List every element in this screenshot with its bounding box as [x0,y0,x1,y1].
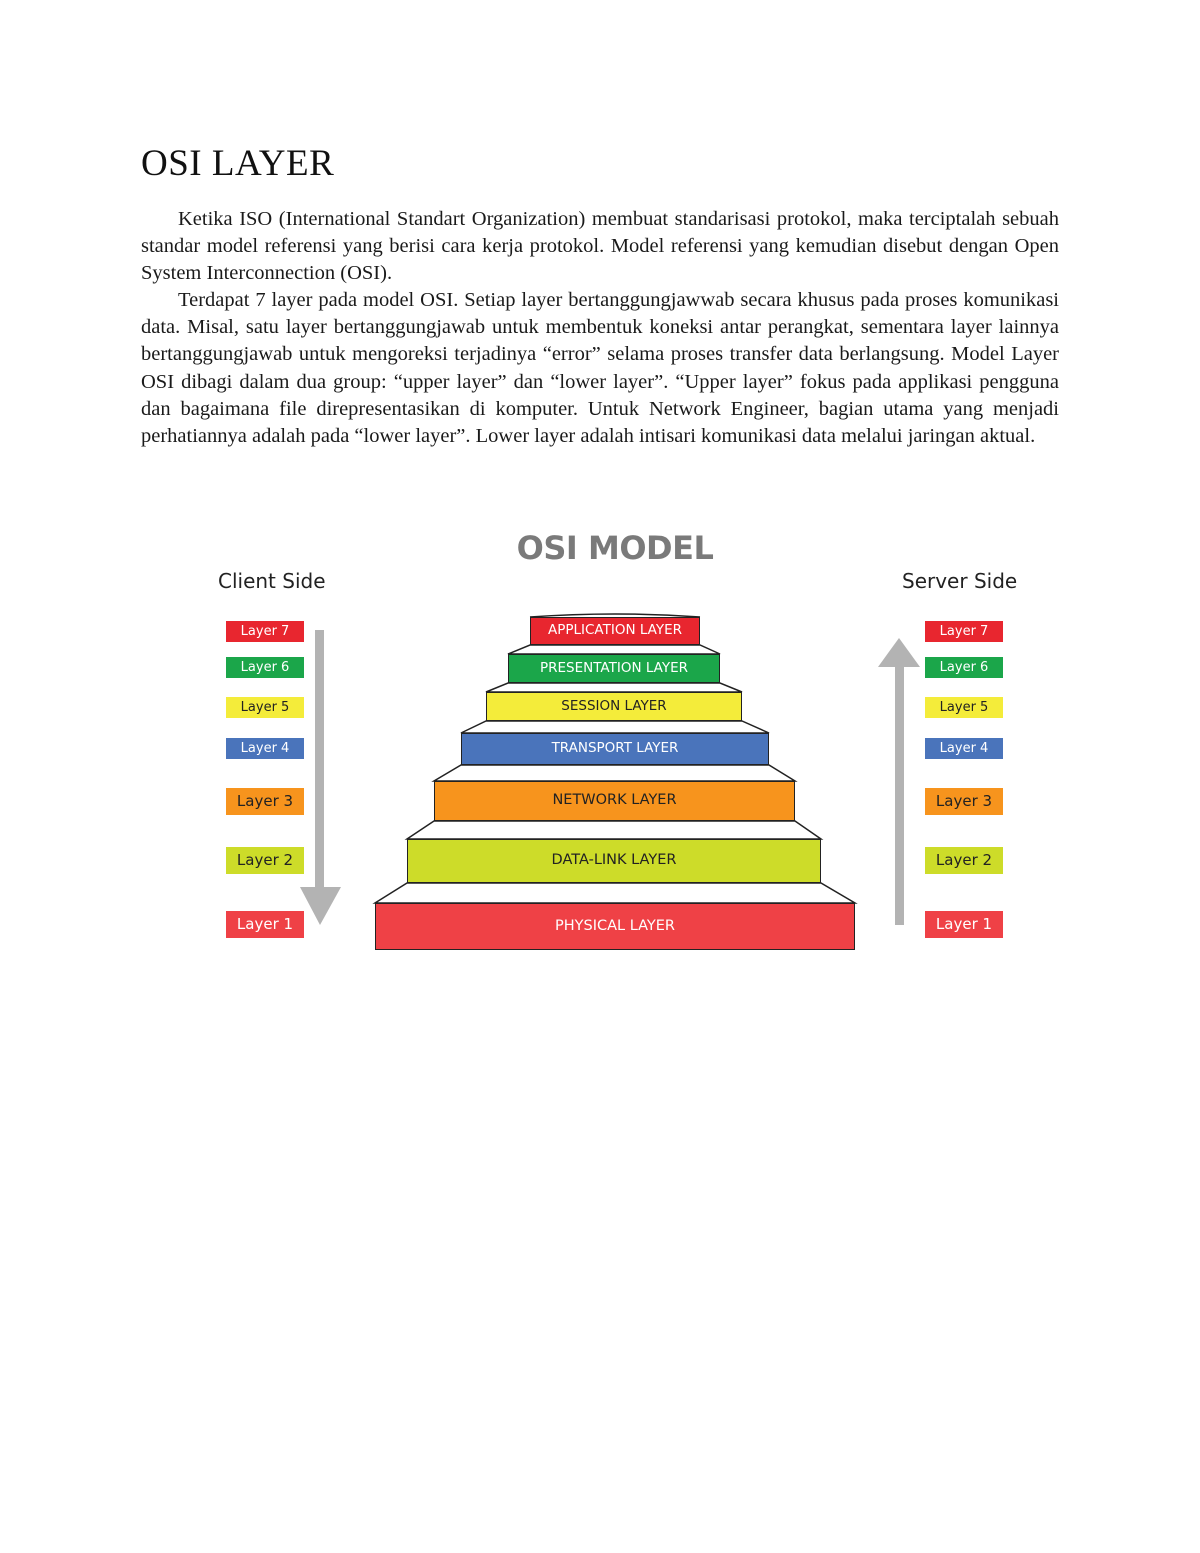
server-layer-tag-1: Layer 1 [925,911,1003,938]
client-layer-tag-5: Layer 5 [226,697,304,718]
body-text [141,206,1059,450]
stair-step-6 [508,645,720,654]
server-up-arrow-icon [878,638,920,925]
stair-step-3 [434,765,795,781]
stair-layer-5: SESSION LAYER [486,692,742,721]
client-layer-tag-2: Layer 2 [226,847,304,874]
client-layer-tag-7: Layer 7 [226,621,304,642]
paragraph-1: Ketika ISO (International Standart Organization) membuat standarisasi protokol, maka terciptalah sebuah standar model referensi yang berisi cara kerja protokol. Model referensi yang kemudian disebut dengan Open System Interconnection (OSI). [141,208,1059,285]
client-layer-tag-3: Layer 3 [226,788,304,815]
stair-step-2 [407,821,821,839]
server-layer-tag-5: Layer 5 [925,697,1003,718]
stair-step-5 [486,683,742,692]
stair-layer-3: NETWORK LAYER [434,781,795,821]
stair-layer-1: PHYSICAL LAYER [375,903,855,950]
stair-layer-6: PRESENTATION LAYER [508,654,720,683]
stair-step-1 [375,883,855,903]
osi-model-diagram [200,525,1040,965]
stair-layer-2: DATA-LINK LAYER [407,839,821,883]
stair-step-4 [461,721,769,733]
client-down-arrow-icon [300,630,341,925]
page-title: OSI LAYER [141,143,335,184]
paragraph-2: Terdapat 7 layer pada model OSI. Setiap layer bertanggungjawwab secara khusus pada proses komunikasi data. Misal, satu layer bertanggungjawab untuk membentuk koneksi antar perangkat, sementara layer lainnya bertanggungjawab untuk mengoreksi terjadinya “error” selama proses transfer data berlangsung. Model Layer OSI dibagi dalam dua group: “upper layer” dan “lower layer”. “Upper layer” fokus pada applikasi pengguna dan bagaimana file direpresentasikan di komputer. Untuk Network Engineer, bagian utama yang menjadi perhatiannya adalah pada “lower layer”. Lower layer adalah intisari komunikasi data melalui jaringan aktual. [141,289,1059,447]
stair-layer-7: APPLICATION LAYER [530,617,700,645]
server-layer-tag-4: Layer 4 [925,738,1003,759]
server-layer-tag-7: Layer 7 [925,621,1003,642]
client-side-label: Client Side [218,569,326,593]
server-layer-tag-6: Layer 6 [925,657,1003,678]
server-side-label: Server Side [902,569,1018,593]
client-layer-tag-4: Layer 4 [226,738,304,759]
client-layer-tag-1: Layer 1 [226,911,304,938]
stair-layer-4: TRANSPORT LAYER [461,733,769,765]
client-layer-tag-6: Layer 6 [226,657,304,678]
server-layer-tag-3: Layer 3 [925,788,1003,815]
diagram-title: OSI MODEL [516,529,714,567]
server-layer-tag-2: Layer 2 [925,847,1003,874]
